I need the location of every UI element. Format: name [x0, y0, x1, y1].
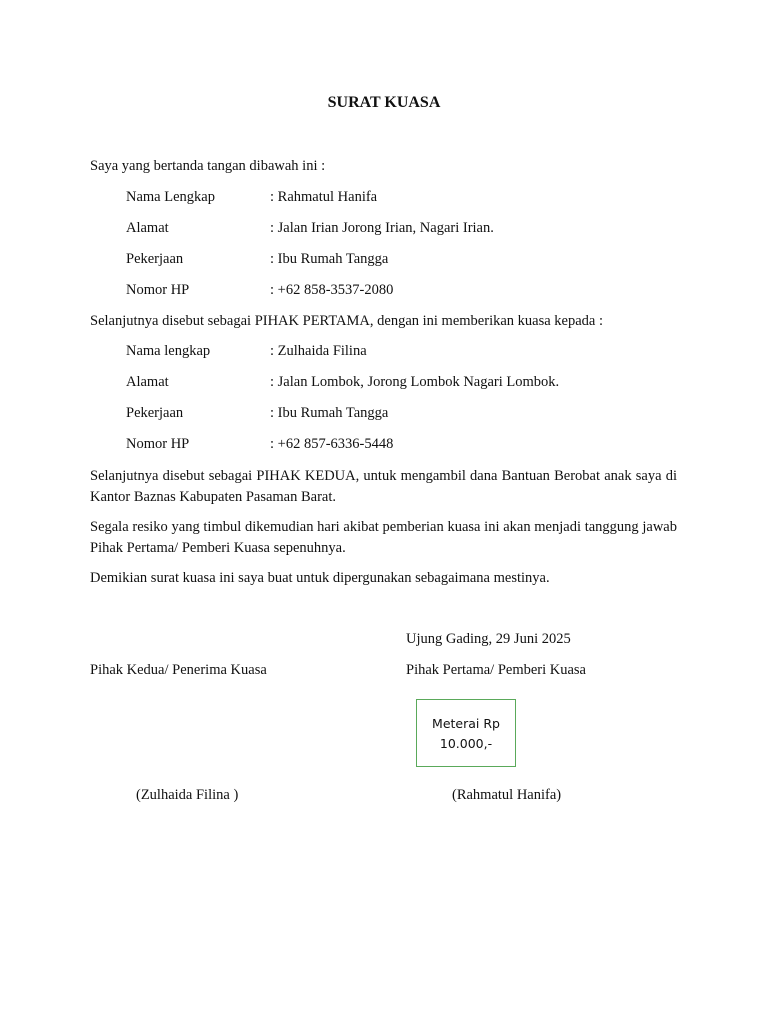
- second-party-phone-value: : +62 857-6336-5448: [270, 436, 394, 452]
- second-party-signature-name: (Zulhaida Filina ): [136, 787, 239, 803]
- second-party-job-value: : Ibu Rumah Tangga: [270, 405, 389, 421]
- first-party-phone-value: : +62 858-3537-2080: [270, 282, 394, 298]
- second-party-phone-label: Nomor HP: [126, 436, 190, 452]
- second-party-name-value: : Zulhaida Filina: [270, 343, 367, 359]
- first-party-job-value: : Ibu Rumah Tangga: [270, 251, 389, 267]
- place-date: Ujung Gading, 29 Juni 2025: [406, 631, 571, 647]
- intro-text: Saya yang bertanda tangan dibawah ini :: [90, 158, 326, 174]
- first-party-job-label: Pekerjaan: [126, 251, 184, 267]
- meterai-amount: 10.000,-: [439, 736, 493, 751]
- first-party-address-label: Alamat: [126, 220, 169, 236]
- first-party-name-label: Nama Lengkap: [126, 189, 215, 205]
- second-party-job-label: Pekerjaan: [126, 405, 184, 421]
- purpose-paragraph: Selanjutnya disebut sebagai PIHAK KEDUA, untuk mengambil dana Bantuan Berobat anak saya di Kantor Baznas Kabupaten Pasaman Barat.: [90, 468, 677, 505]
- first-party-signature-name: (Rahmatul Hanifa): [452, 787, 562, 803]
- first-party-address-value: : Jalan Irian Jorong Irian, Nagari Irian.: [270, 220, 494, 236]
- closing-paragraph: Demikian surat kuasa ini saya buat untuk dipergunakan sebagaimana mestinya.: [90, 570, 550, 586]
- risk-paragraph: Segala resiko yang timbul dikemudian hari akibat pemberian kuasa ini akan menjadi tanggung jawab Pihak Pertama/ Pemberi Kuasa sepenuhnya.: [90, 519, 677, 556]
- transition-text: Selanjutnya disebut sebagai PIHAK PERTAMA, dengan ini memberikan kuasa kepada :: [90, 313, 604, 329]
- first-party-role: Pihak Pertama/ Pemberi Kuasa: [406, 662, 586, 678]
- second-party-role: Pihak Kedua/ Penerima Kuasa: [90, 662, 267, 678]
- second-party-address-value: : Jalan Lombok, Jorong Lombok Nagari Lombok.: [270, 374, 560, 390]
- second-party-address-label: Alamat: [126, 374, 169, 390]
- second-party-name-label: Nama lengkap: [126, 343, 211, 359]
- meterai-label: Meterai Rp: [432, 716, 500, 731]
- first-party-phone-label: Nomor HP: [126, 282, 190, 298]
- first-party-name-value: : Rahmatul Hanifa: [270, 189, 378, 205]
- meterai-stamp-box: [416, 699, 516, 767]
- document-title: SURAT KUASA: [327, 94, 441, 111]
